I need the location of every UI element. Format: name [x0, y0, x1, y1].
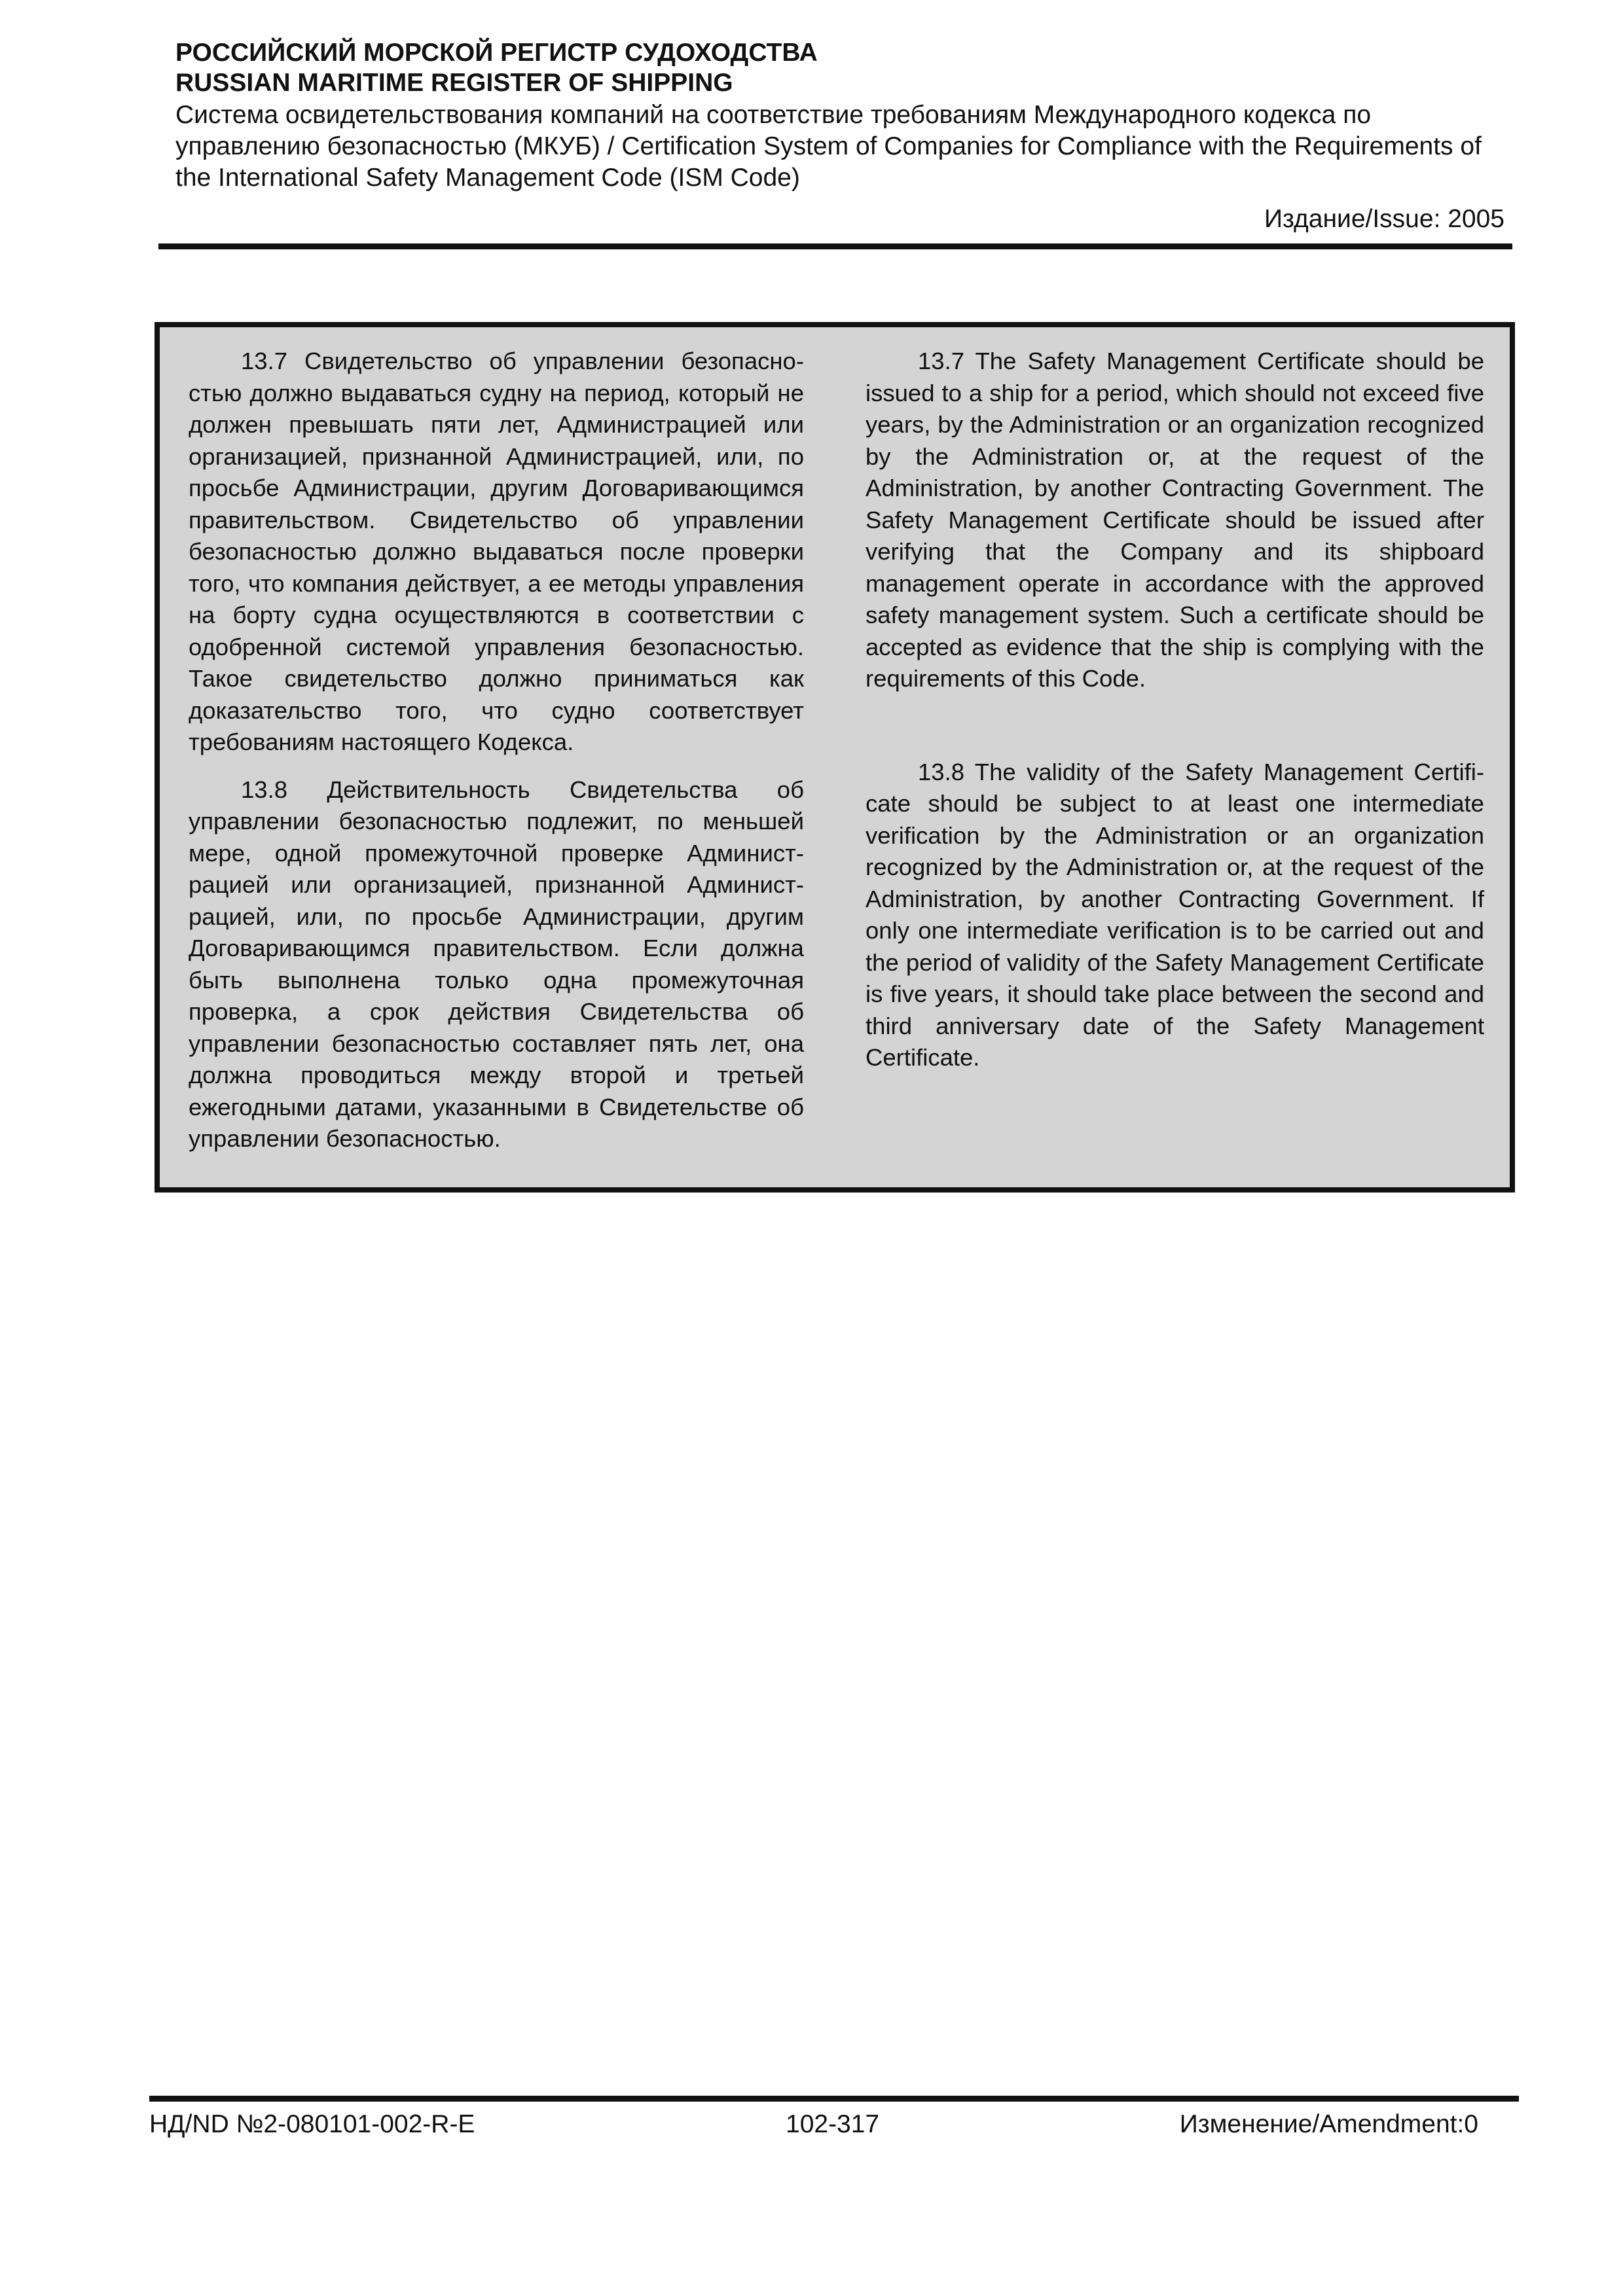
page-footer — [149, 2109, 1478, 2142]
footer-document-number: НД/ND №2-080101-002-R-E — [149, 2110, 475, 2138]
header-title-ru: РОССИЙСКИЙ МОРСКОЙ РЕГИСТР СУДОХОДСТВА — [175, 39, 818, 67]
english-column — [866, 346, 1484, 1074]
paragraph-13-8-en: 13.8 The validity of the Safety Management Certificate should be subject to at least one intermediate verification by the Administration or an organization recognized by the Administration or, at the request of the Administration, by another Contracting Government. If only one intermediate verification is to be carried out and the period of validity of the Safety Management Certificate is five years, it should take place between the second and third anniversary date of the Safety Management Certificate. — [866, 758, 1484, 1071]
paragraph-13-8-ru: 13.8 Действительность Свидетельства об управлении безопасностью подлежит, по меньшей мере, одной промежуточной проверке Администрацией или организацией, признанной Администрацией, или, по просьбе Администрации, другим Договаривающимся правительством. Если должна быть выполнена только одна промежуточная проверка, а срок действия Свидетельства об управлении безопасностью составляет пять лет, она должна проводиться между второй и третьей ежегодными датами, указанными в Свидетельстве об управлении безопасностью. — [189, 776, 804, 1152]
paragraph-13-7-en: 13.7 The Safety Management Certificate should be issued to a ship for a period, which should not exceed five years, by the Administration or an organization recognized by the Administration or, at the request of the Administration, by another Contracting Government. The Safety Management Certificate should be issued after verifying that the Company and its shipboard management operate in accordance with the approved safety management system. Such a certificate should be accepted as evidence that the ship is complying with the requirements of this Code. — [866, 348, 1484, 692]
footer-page-number: 102-317 — [786, 2110, 880, 2138]
header-title-en: RUSSIAN MARITIME REGISTER OF SHIPPING — [175, 69, 733, 97]
footer-amendment: Изменение/Amendment:0 — [1179, 2110, 1478, 2138]
footer-divider — [149, 2096, 1519, 2102]
header-issue: Издание/Issue: 2005 — [1264, 205, 1504, 233]
content-box — [155, 322, 1515, 1193]
russian-column — [189, 346, 804, 1155]
paragraph-13-7-ru: 13.7 Свидетельство об управлении безопасностью должно выдаваться судну на период, который не должен превышать пяти лет, Администрацией или организацией, признанной Администрацией, или, по просьбе Администрации, другим Договаривающимся правительством. Свидетельство об управлении безопасностью должно выдаваться после проверки того, что компания действует, а ее методы управления на борту судна осуществляются в соответствии с одобренной системой управления безопасностью. Такое свидетельство должно приниматься как доказательство того, что судно соответствует требованиям настоящего Кодекса. — [189, 348, 804, 755]
header-subtitle: Система освидетельствования компаний на соответствие требованиям Международного кодекса по управлению безопасностью (МКУБ) / Certification System of Companies for Compliance with the Requirements of the International Safety Management Code (ISM Code) — [175, 101, 1482, 192]
header-divider — [158, 243, 1512, 249]
page-header — [175, 38, 1504, 234]
